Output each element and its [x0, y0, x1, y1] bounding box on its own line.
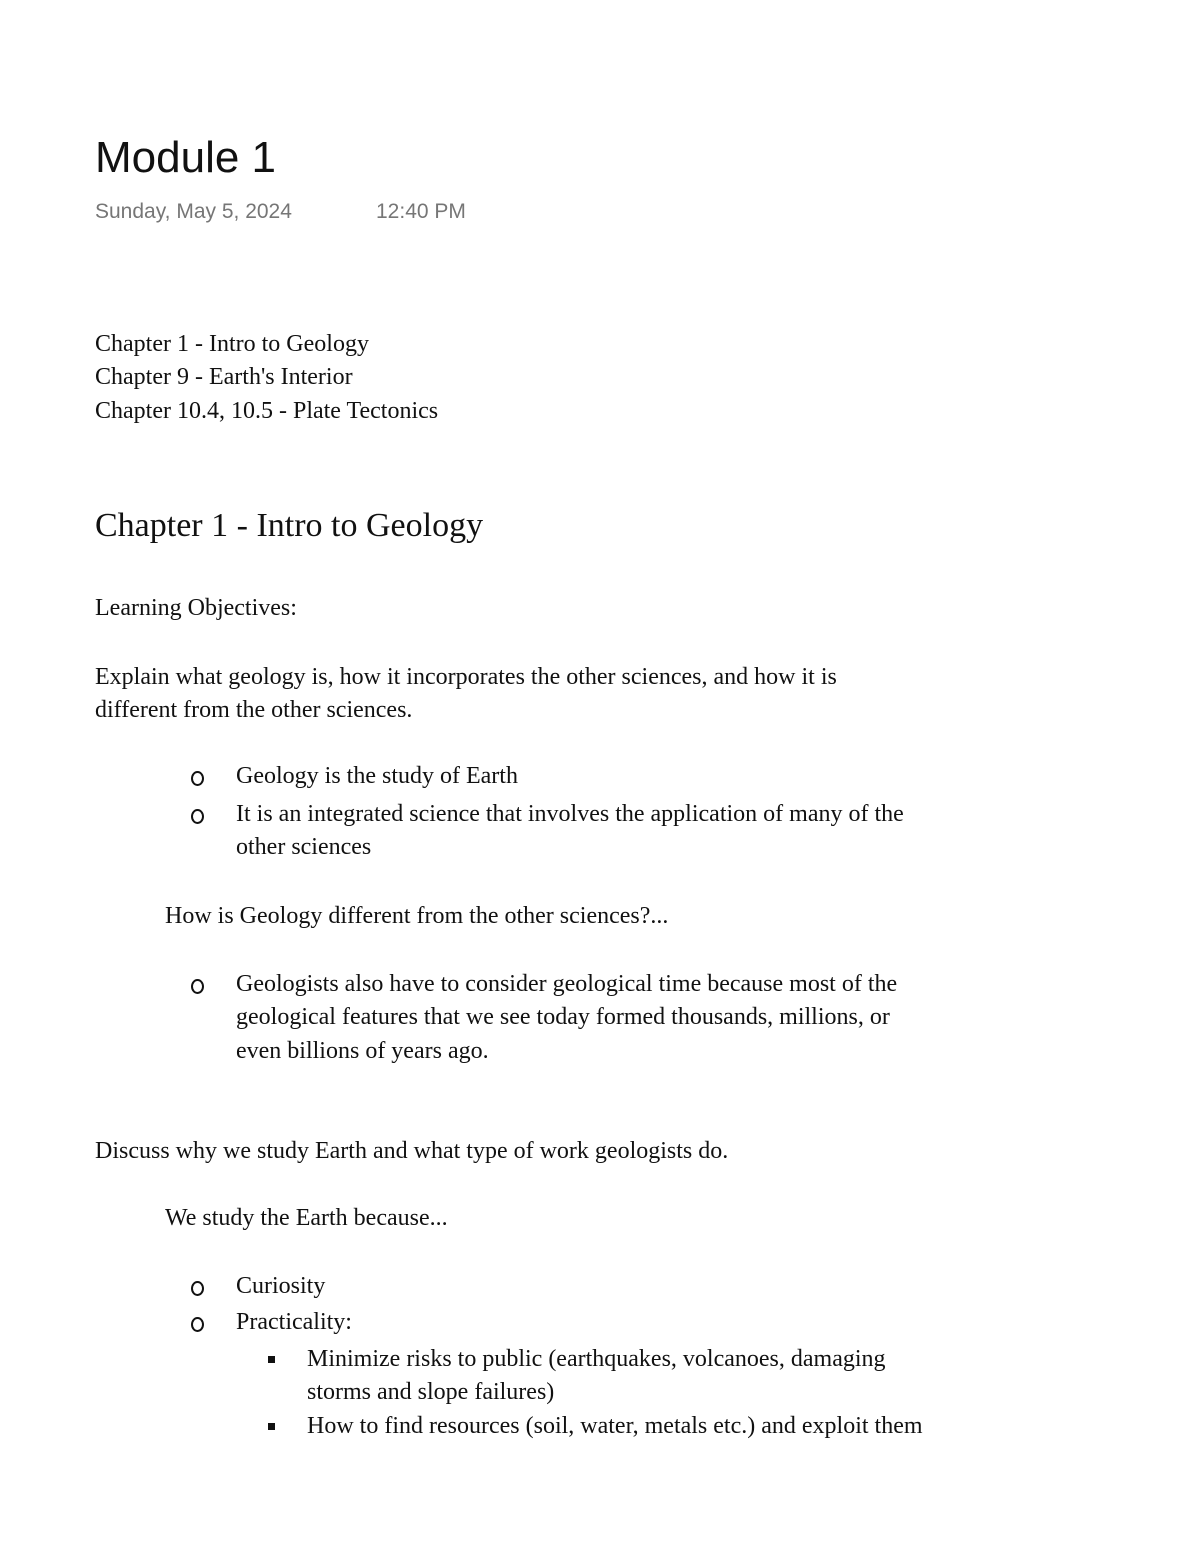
- list-item: geological features that we see today formed thousands, millions, or: [236, 1004, 890, 1030]
- toc-item: Chapter 10.4, 10.5 - Plate Tectonics: [95, 398, 439, 424]
- question-text: How is Geology different from the other sciences?...: [165, 903, 669, 929]
- sub-list-item: storms and slope failures): [307, 1379, 555, 1405]
- bullet-circle-icon: [191, 979, 204, 994]
- section-heading: Chapter 1 - Intro to Geology: [95, 507, 484, 544]
- page-title: Module 1: [95, 133, 277, 182]
- list-item: Curiosity: [236, 1273, 326, 1299]
- objective-text: Explain what geology is, how it incorporates the other sciences, and how it is: [95, 664, 837, 690]
- toc-item: Chapter 1 - Intro to Geology: [95, 331, 369, 357]
- page-time: 12:40 PM: [376, 200, 466, 223]
- bullet-circle-icon: [191, 1281, 204, 1296]
- list-item: other sciences: [236, 834, 372, 860]
- list-item: even billions of years ago.: [236, 1038, 489, 1064]
- sub-list-item: Minimize risks to public (earthquakes, volcanoes, damaging: [307, 1346, 886, 1372]
- bullet-square-icon: [268, 1356, 275, 1363]
- objective-text: Discuss why we study Earth and what type of work geologists do.: [95, 1138, 729, 1164]
- list-item: It is an integrated science that involves the application of many of the: [236, 801, 904, 827]
- list-item: Practicality:: [236, 1309, 352, 1335]
- bullet-circle-icon: [191, 1317, 204, 1332]
- toc-item: Chapter 9 - Earth's Interior: [95, 364, 353, 390]
- bullet-circle-icon: [191, 771, 204, 786]
- intro-text: We study the Earth because...: [165, 1205, 448, 1231]
- objective-text: different from the other sciences.: [95, 697, 413, 723]
- bullet-square-icon: [268, 1423, 275, 1430]
- sub-list-item: How to find resources (soil, water, metals etc.) and exploit them: [307, 1413, 923, 1439]
- learning-objectives-label: Learning Objectives:: [95, 595, 297, 621]
- list-item: Geologists also have to consider geological time because most of the: [236, 971, 898, 997]
- list-item: Geology is the study of Earth: [236, 763, 518, 789]
- page-date: Sunday, May 5, 2024: [95, 200, 292, 223]
- bullet-circle-icon: [191, 809, 204, 824]
